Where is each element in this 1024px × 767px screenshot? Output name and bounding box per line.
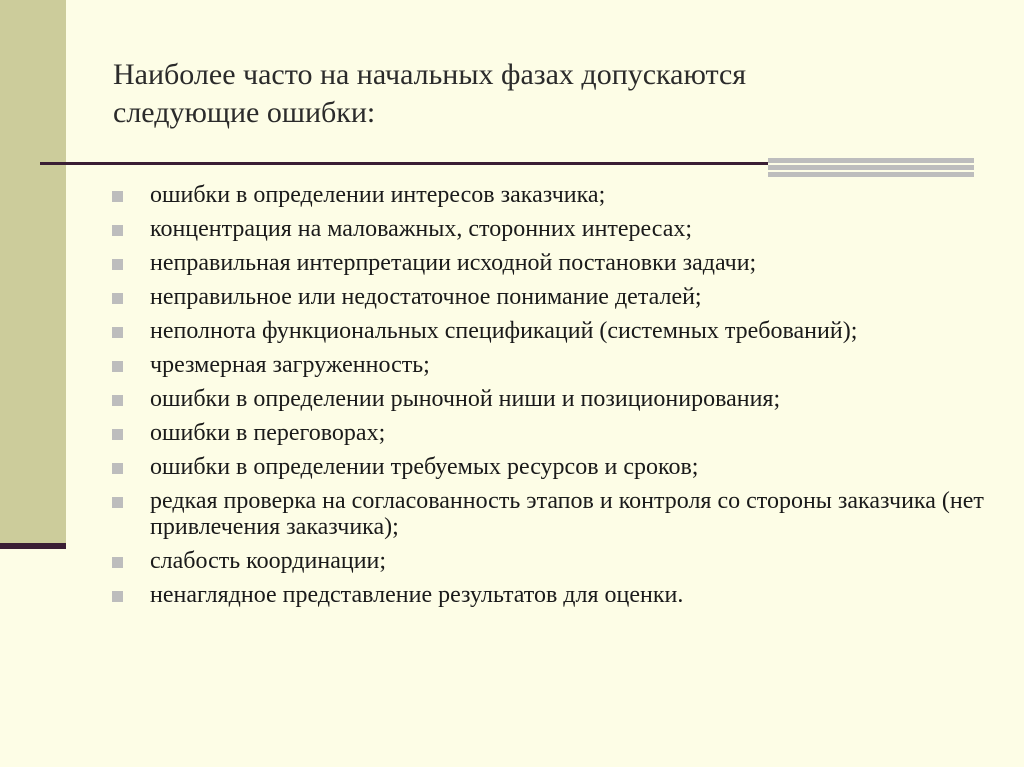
bullet-square-icon	[112, 557, 123, 568]
bullet-text: ошибки в переговорах;	[150, 420, 386, 446]
bullet-text: ошибки в определении требуемых ресурсов и сроков;	[150, 454, 699, 480]
bullet-text: неправильное или недостаточное понимание деталей;	[150, 284, 702, 310]
bullet-square-icon	[112, 259, 123, 270]
bullet-item	[112, 352, 992, 378]
bullet-text: неправильная интерпретации исходной постановки задачи;	[150, 250, 757, 276]
bullet-square-icon	[112, 395, 123, 406]
bullet-item	[112, 582, 992, 608]
bullet-item	[112, 454, 992, 480]
bullet-item	[112, 318, 992, 344]
bullet-text: концентрация на маловажных, сторонних интересах;	[150, 216, 693, 242]
bullet-square-icon	[112, 463, 123, 474]
bullet-item	[112, 488, 992, 540]
slide-title-line-1: Наиболее часто на начальных фазах допускаются	[113, 58, 747, 91]
accent-stripes	[768, 158, 974, 177]
bullet-item	[112, 284, 992, 310]
bullet-item	[112, 386, 992, 412]
bullet-text: ненаглядное представление результатов для оценки.	[150, 582, 684, 608]
slide-title	[113, 56, 973, 132]
bullet-text: неполнота функциональных спецификаций (системных требований);	[150, 318, 858, 344]
side-decor-bar	[0, 0, 66, 543]
bullet-square-icon	[112, 497, 123, 508]
slide-title-line-2: следующие ошибки:	[113, 96, 376, 129]
bullet-square-icon	[112, 591, 123, 602]
bullet-item	[112, 216, 992, 242]
bullet-square-icon	[112, 327, 123, 338]
bullet-item	[112, 182, 992, 208]
bullet-text: редкая проверка на согласованность этапов и контроля со стороны заказчика (нет привлечения заказчика);	[150, 488, 984, 540]
bullet-square-icon	[112, 225, 123, 236]
bullet-text: ошибки в определении рыночной ниши и позиционирования;	[150, 386, 781, 412]
bullet-square-icon	[112, 429, 123, 440]
bullet-list	[112, 182, 992, 616]
bullet-square-icon	[112, 191, 123, 202]
side-decor-line	[0, 543, 66, 549]
bullet-text: чрезмерная загруженность;	[150, 352, 430, 378]
bullet-item	[112, 250, 992, 276]
bullet-text: слабость координации;	[150, 548, 387, 574]
bullet-item	[112, 420, 992, 446]
bullet-text: ошибки в определении интересов заказчика;	[150, 182, 606, 208]
bullet-square-icon	[112, 293, 123, 304]
bullet-square-icon	[112, 361, 123, 372]
bullet-item	[112, 548, 992, 574]
